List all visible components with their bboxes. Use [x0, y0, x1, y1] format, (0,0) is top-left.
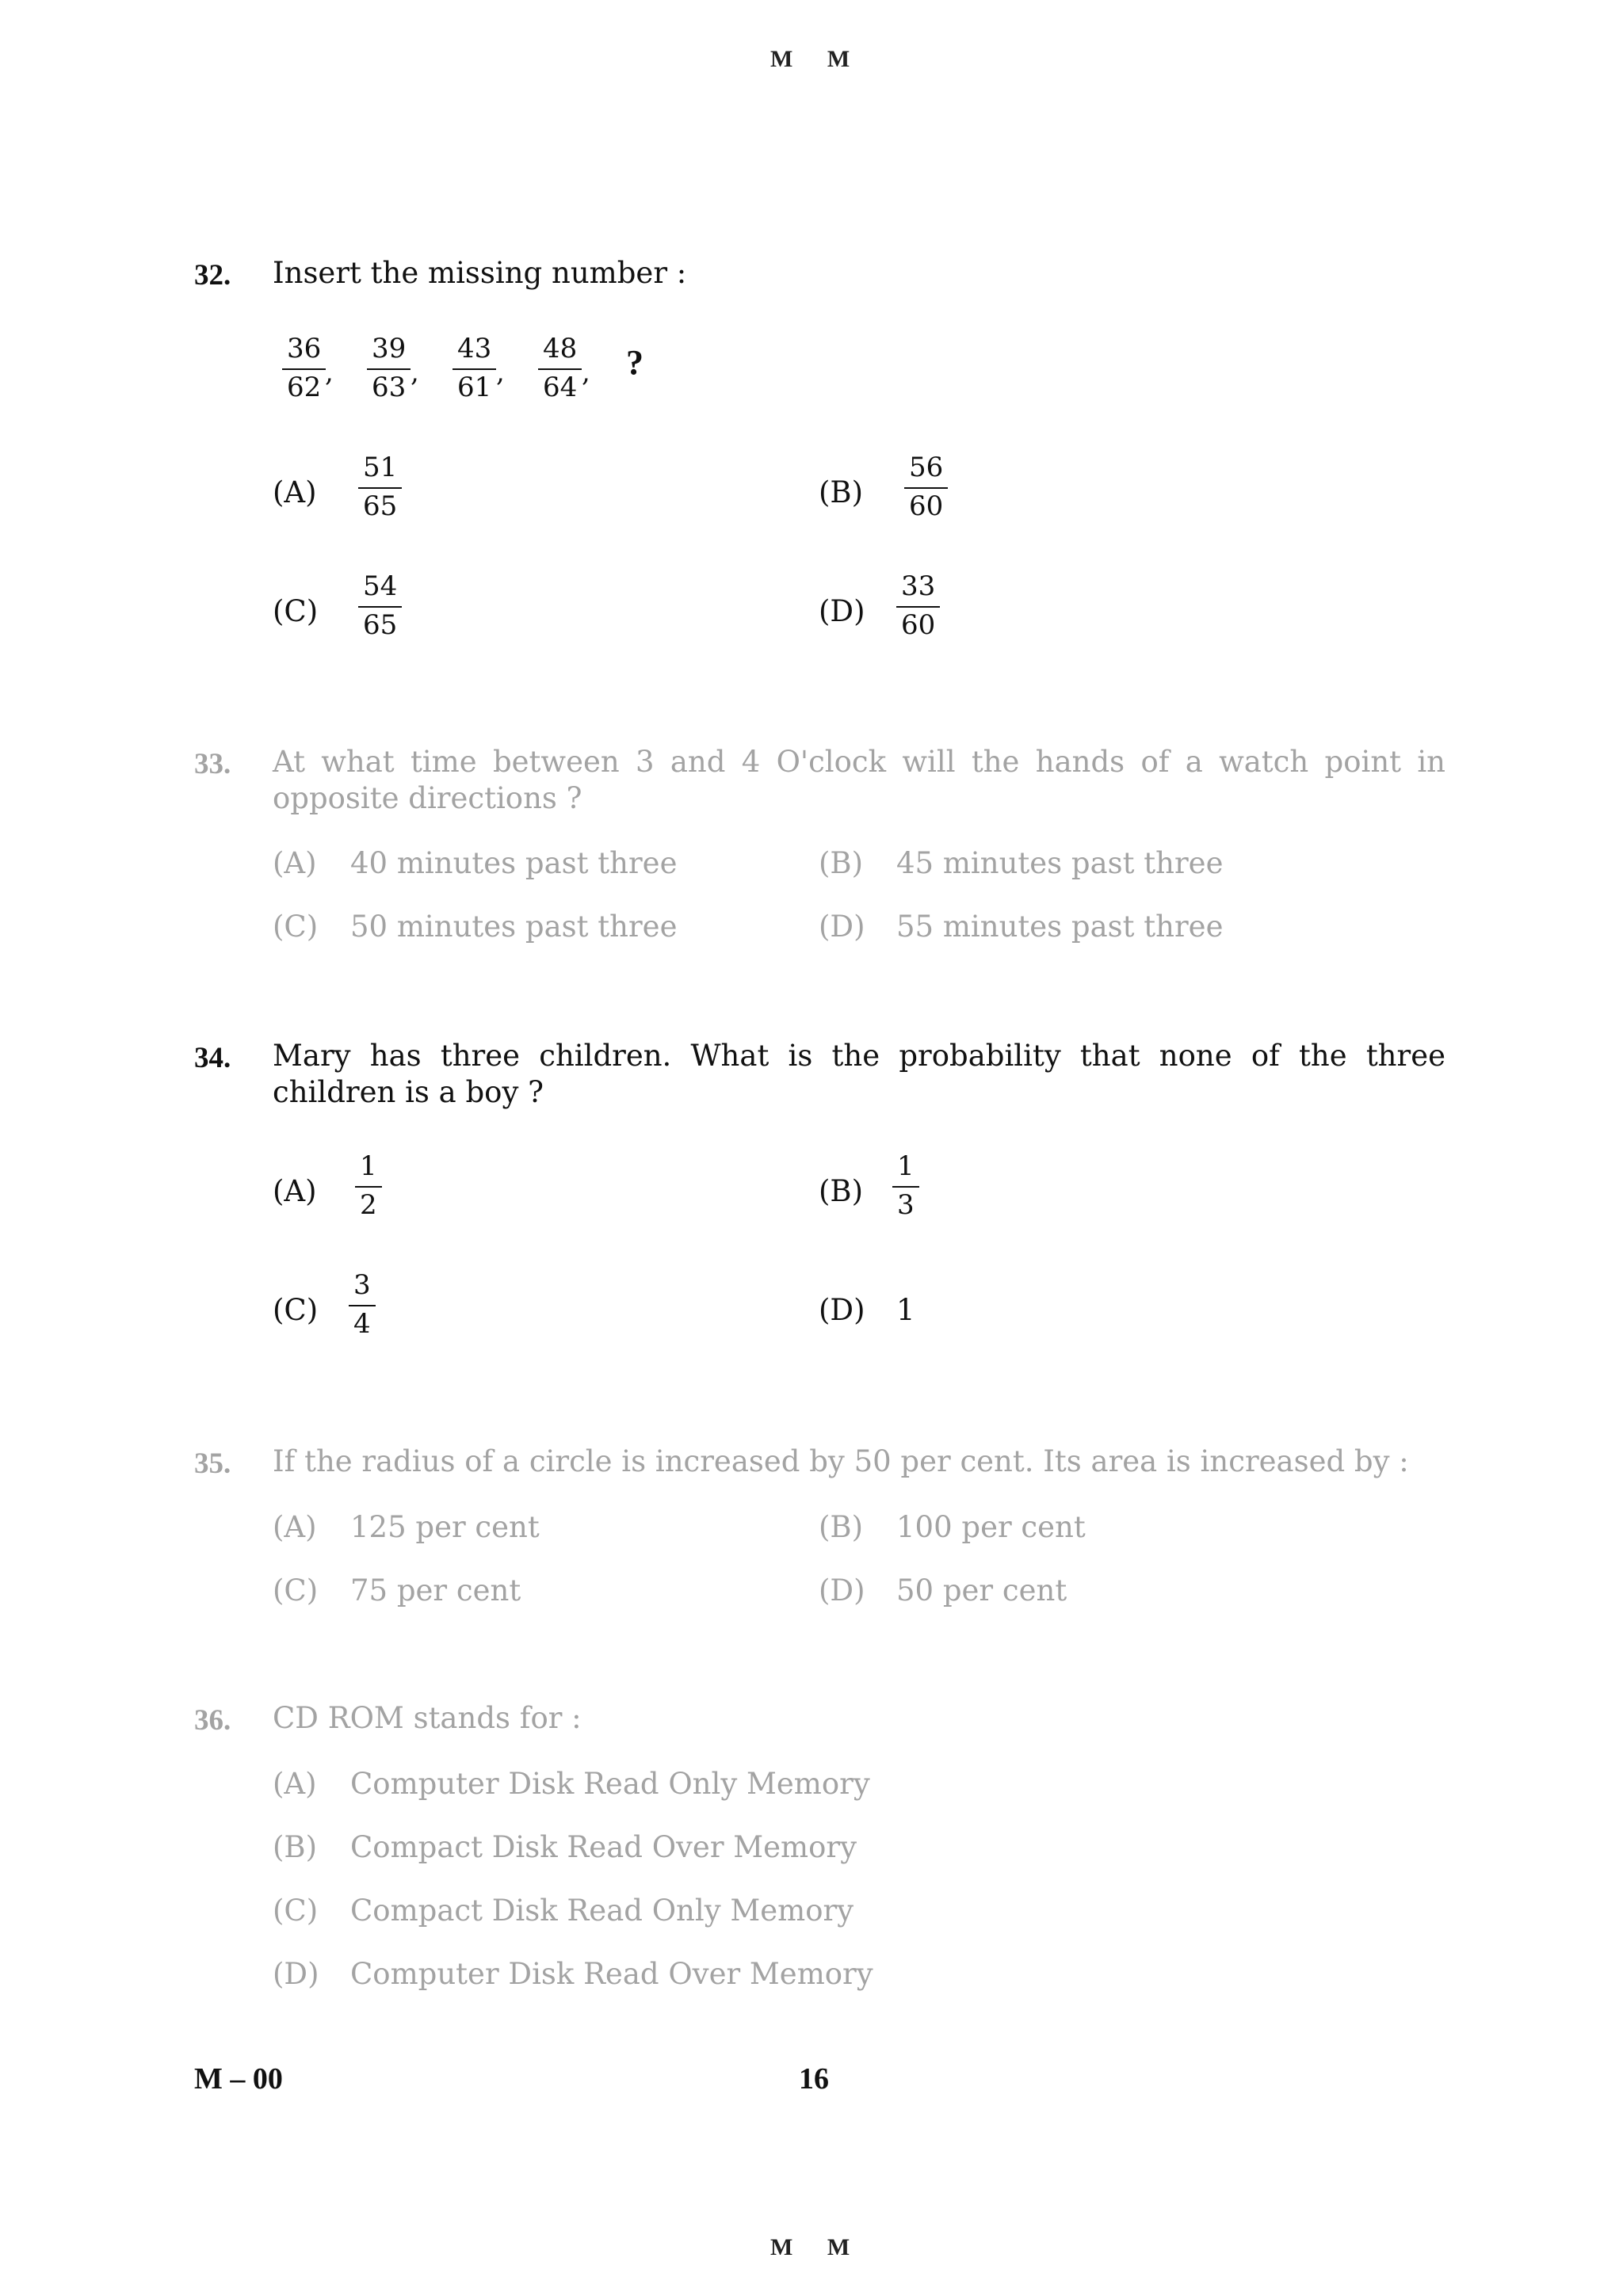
- q35-option-b-label[interactable]: (B): [819, 1510, 864, 1544]
- q35-option-c-label[interactable]: (C): [273, 1573, 319, 1608]
- q33-option-b-text: 45 minutes past three: [896, 846, 1224, 880]
- q35-option-c-text: 75 per cent: [350, 1573, 521, 1608]
- q32-option-a-label[interactable]: (A): [273, 475, 317, 509]
- q34-text: Mary has three children. What is the probability that none of the three children is a boy ?: [273, 1039, 1445, 1109]
- numerator: 39: [372, 333, 407, 364]
- q32-option-b-label[interactable]: (B): [819, 475, 864, 509]
- q32-option-c-value: [358, 570, 402, 641]
- q32-option-a-value: [358, 452, 402, 522]
- numerator: 1: [360, 1150, 377, 1182]
- q36-option-d-text: Computer Disk Read Over Memory: [350, 1957, 873, 1991]
- header-mark: M M: [770, 46, 865, 72]
- q33-option-a-text: 40 minutes past three: [350, 846, 678, 880]
- q32-option-d-value: [896, 570, 940, 641]
- q33-option-a-label[interactable]: (A): [273, 846, 317, 880]
- numerator: 1: [897, 1150, 915, 1182]
- q32-text: Insert the missing number :: [273, 256, 687, 290]
- q33-option-c-label[interactable]: (C): [273, 910, 319, 944]
- denominator: 63: [372, 372, 407, 403]
- q35-number: 35.: [194, 1447, 231, 1480]
- series-separator: ,: [325, 357, 334, 388]
- q36-number: 36.: [194, 1704, 231, 1737]
- numerator: 51: [363, 452, 398, 483]
- numerator: 56: [909, 452, 944, 483]
- q36-option-c-text: Compact Disk Read Only Memory: [350, 1894, 854, 1928]
- q34-option-a-label[interactable]: (A): [273, 1174, 317, 1208]
- q33-option-d-label[interactable]: (D): [819, 910, 865, 944]
- q36-option-b-label[interactable]: (B): [273, 1830, 318, 1864]
- numerator: 54: [363, 570, 398, 602]
- q36-option-d-label[interactable]: (D): [273, 1957, 319, 1991]
- numerator: 43: [457, 333, 492, 364]
- denominator: 4: [353, 1308, 371, 1340]
- q34-number: 34.: [194, 1042, 231, 1074]
- series-fraction: [367, 333, 411, 403]
- q33-text: At what time between 3 and 4 O'clock will the hands of a watch point in opposite directions ?: [273, 745, 1445, 815]
- series-separator: ,: [496, 357, 505, 388]
- denominator: 60: [909, 490, 944, 522]
- series-fraction: [453, 333, 496, 403]
- numerator: 33: [901, 570, 936, 602]
- q32-number: 32.: [194, 259, 231, 292]
- q35-text: If the radius of a circle is increased by 50 per cent. Its area is increased by :: [273, 1444, 1409, 1478]
- denominator: 65: [363, 490, 398, 522]
- q35-option-b-text: 100 per cent: [896, 1510, 1086, 1544]
- q36-option-b-text: Compact Disk Read Over Memory: [350, 1830, 857, 1864]
- q34-option-b-label[interactable]: (B): [819, 1174, 864, 1208]
- numerator: 3: [353, 1269, 371, 1301]
- q34-option-c-value: [349, 1269, 376, 1340]
- q36-option-a-text: Computer Disk Read Only Memory: [350, 1767, 870, 1801]
- q34-option-b-value: [892, 1150, 919, 1221]
- q32-option-b-value: [904, 452, 948, 522]
- numerator: 48: [543, 333, 578, 364]
- series-separator: ,: [582, 357, 590, 388]
- denominator: 2: [360, 1189, 377, 1221]
- q35-option-a-label[interactable]: (A): [273, 1510, 317, 1544]
- footer-booklet-code: M – 00: [194, 2062, 283, 2096]
- numerator: 36: [287, 333, 322, 364]
- q32-option-c-label[interactable]: (C): [273, 594, 319, 628]
- q36-option-c-label[interactable]: (C): [273, 1894, 319, 1928]
- q35-option-d-label[interactable]: (D): [819, 1573, 865, 1608]
- q34-option-a-value: [355, 1150, 382, 1221]
- series-separator: ,: [411, 357, 419, 388]
- series-question-mark: ?: [626, 343, 643, 382]
- denominator: 60: [901, 609, 936, 641]
- denominator: 64: [543, 372, 578, 403]
- series-fraction: [538, 333, 582, 403]
- q36-option-a-label[interactable]: (A): [273, 1767, 317, 1801]
- denominator: 3: [897, 1189, 915, 1221]
- q33-option-d-text: 55 minutes past three: [896, 910, 1224, 944]
- q34-option-d-label[interactable]: (D): [819, 1293, 865, 1327]
- q36-text: CD ROM stands for :: [273, 1701, 582, 1735]
- q33-option-c-text: 50 minutes past three: [350, 910, 678, 944]
- q34-option-d-text: 1: [896, 1293, 915, 1327]
- q35-option-d-text: 50 per cent: [896, 1573, 1067, 1608]
- q35-option-a-text: 125 per cent: [350, 1510, 540, 1544]
- denominator: 62: [287, 372, 322, 403]
- denominator: 65: [363, 609, 398, 641]
- footer-mark: M M: [770, 2234, 865, 2260]
- q32-option-d-label[interactable]: (D): [819, 594, 865, 628]
- denominator: 61: [457, 372, 492, 403]
- q34-option-c-label[interactable]: (C): [273, 1293, 319, 1327]
- series-fraction: [282, 333, 326, 403]
- q33-option-b-label[interactable]: (B): [819, 846, 864, 880]
- footer-page-number: 16: [799, 2062, 829, 2096]
- q33-number: 33.: [194, 748, 231, 780]
